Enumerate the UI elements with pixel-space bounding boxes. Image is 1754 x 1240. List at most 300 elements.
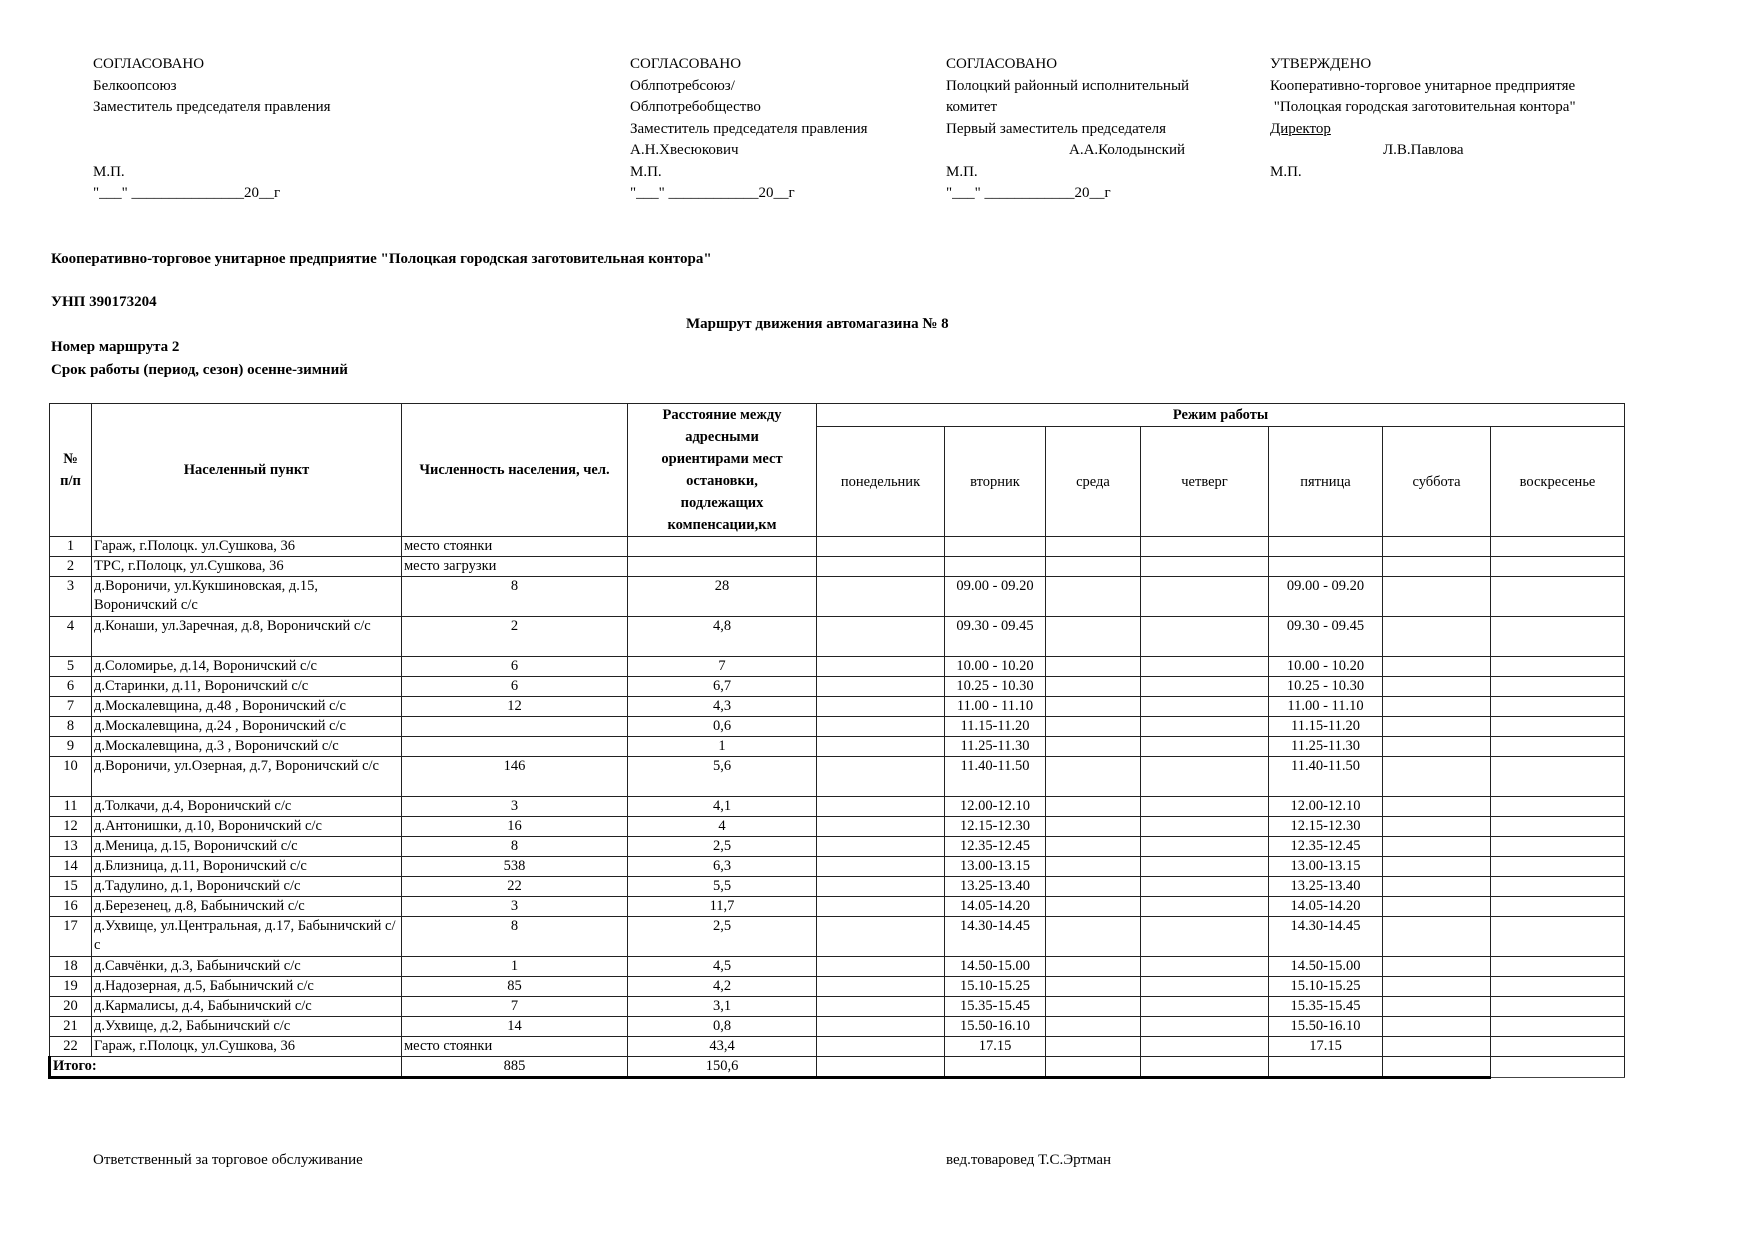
schedule-wednesday	[1046, 877, 1141, 897]
schedule-saturday	[1383, 557, 1491, 577]
distance-value: 1	[628, 737, 817, 757]
schedule-wednesday	[1046, 1037, 1141, 1057]
schedule-friday	[1269, 557, 1383, 577]
population-value: 3	[402, 897, 628, 917]
schedule-sunday	[1491, 997, 1625, 1017]
approval-line: Полоцкий районный исполнительный	[946, 77, 1190, 94]
population-value: 22	[402, 877, 628, 897]
schedule-thursday	[1141, 857, 1269, 877]
schedule-friday: 09.00 - 09.20	[1269, 577, 1383, 617]
population-value: 1	[402, 957, 628, 977]
schedule-monday	[817, 617, 945, 657]
schedule-thursday	[1141, 877, 1269, 897]
settlement-name: д.Ухвище, ул.Центральная, д.17, Бабыничский с/с	[92, 917, 402, 957]
row-number: 1	[50, 537, 92, 557]
schedule-wednesday	[1046, 857, 1141, 877]
col-header-tuesday: вторник	[945, 427, 1046, 537]
approval-line: "Полоцкая городская заготовительная контора"	[1270, 99, 1576, 115]
schedule-wednesday	[1046, 1017, 1141, 1037]
row-number: 21	[50, 1017, 92, 1037]
schedule-sunday	[1491, 737, 1625, 757]
settlement-name: д.Ухвище, д.2, Бабыничский с/с	[92, 1017, 402, 1037]
schedule-friday: 12.00-12.10	[1269, 797, 1383, 817]
schedule-thursday	[1141, 797, 1269, 817]
distance-value: 4,3	[628, 697, 817, 717]
table-row	[50, 877, 1625, 897]
schedule-monday	[817, 1037, 945, 1057]
row-number: 17	[50, 917, 92, 957]
schedule-tuesday: 11.00 - 11.10	[945, 697, 1046, 717]
table-row	[50, 697, 1625, 717]
table-row	[50, 857, 1625, 877]
population-value: 8	[402, 917, 628, 957]
schedule-saturday	[1383, 957, 1491, 977]
approval-line: Заместитель председателя правления	[93, 99, 331, 115]
schedule-friday	[1269, 537, 1383, 557]
schedule-monday	[817, 697, 945, 717]
schedule-wednesday	[1046, 797, 1141, 817]
population-value: 538	[402, 857, 628, 877]
schedule-saturday	[1383, 997, 1491, 1017]
schedule-saturday	[1383, 1017, 1491, 1037]
approval-line: Первый заместитель председателя	[946, 120, 1166, 137]
table-row	[50, 717, 1625, 737]
approval-heading: СОГЛАСОВАНО	[946, 56, 1058, 72]
schedule-monday	[817, 817, 945, 837]
settlement-name: д.Меница, д.15, Вороничский с/с	[92, 837, 402, 857]
table-row	[50, 1017, 1625, 1037]
schedule-thursday	[1141, 957, 1269, 977]
approval-date-line: "___" ____________20__г	[946, 185, 1111, 201]
schedule-sunday	[1491, 897, 1625, 917]
approval-block-director	[1270, 54, 1576, 183]
approval-signatory: А.Н.Хвесюкович	[630, 142, 739, 158]
population-value	[402, 717, 628, 737]
schedule-tuesday: 13.25-13.40	[945, 877, 1046, 897]
schedule-wednesday	[1046, 997, 1141, 1017]
schedule-wednesday	[1046, 537, 1141, 557]
schedule-thursday	[1141, 697, 1269, 717]
table-row	[50, 737, 1625, 757]
table-row	[50, 617, 1625, 657]
table-row	[50, 657, 1625, 677]
schedule-tuesday: 14.05-14.20	[945, 897, 1046, 917]
schedule-monday	[817, 977, 945, 997]
schedule-friday: 10.00 - 10.20	[1269, 657, 1383, 677]
approval-line: Заместитель председателя правления	[630, 120, 868, 137]
schedule-thursday	[1141, 757, 1269, 797]
schedule-wednesday	[1046, 617, 1141, 657]
schedule-sunday	[1491, 837, 1625, 857]
table-row	[50, 537, 1625, 557]
schedule-saturday	[1383, 717, 1491, 737]
schedule-wednesday	[1046, 817, 1141, 837]
schedule-thursday	[1141, 837, 1269, 857]
row-number: 3	[50, 577, 92, 617]
schedule-saturday	[1383, 817, 1491, 837]
schedule-thursday	[1141, 737, 1269, 757]
approval-position: Директор	[1270, 120, 1331, 137]
approval-line: Облпотребобщество	[630, 99, 761, 115]
population-value: место загрузки	[402, 557, 628, 577]
total-schedule-cell	[817, 1057, 945, 1078]
schedule-tuesday: 09.00 - 09.20	[945, 577, 1046, 617]
population-value: 16	[402, 817, 628, 837]
settlement-name: д.Москалевщина, д.48 , Вороничский с/с	[92, 697, 402, 717]
population-value: 2	[402, 617, 628, 657]
schedule-wednesday	[1046, 737, 1141, 757]
settlement-name: д.Надозерная, д.5, Бабыничский с/с	[92, 977, 402, 997]
distance-value: 0,6	[628, 717, 817, 737]
schedule-monday	[817, 897, 945, 917]
schedule-monday	[817, 997, 945, 1017]
row-number: 2	[50, 557, 92, 577]
schedule-sunday	[1491, 917, 1625, 957]
approval-date-line: "___" _______________20__г	[93, 185, 281, 201]
schedule-thursday	[1141, 677, 1269, 697]
schedule-tuesday: 14.50-15.00	[945, 957, 1046, 977]
schedule-sunday	[1491, 697, 1625, 717]
approval-heading: УТВЕРЖДЕНО	[1270, 56, 1372, 72]
schedule-wednesday	[1046, 677, 1141, 697]
row-number: 11	[50, 797, 92, 817]
row-number: 14	[50, 857, 92, 877]
schedule-saturday	[1383, 917, 1491, 957]
settlement-name: ТРС, г.Полоцк, ул.Сушкова, 36	[92, 557, 402, 577]
schedule-tuesday: 12.00-12.10	[945, 797, 1046, 817]
schedule-sunday	[1491, 757, 1625, 797]
total-schedule-cell	[1269, 1057, 1383, 1078]
schedule-sunday	[1491, 957, 1625, 977]
schedule-saturday	[1383, 797, 1491, 817]
responsible-name: вед.товаровед Т.С.Эртман	[946, 1152, 1112, 1168]
schedule-thursday	[1141, 557, 1269, 577]
table-row	[50, 757, 1625, 797]
approval-signatory: Л.В.Павлова	[1383, 142, 1464, 158]
distance-value: 7	[628, 657, 817, 677]
col-header-num: № п/п	[50, 404, 92, 537]
distance-value: 4,2	[628, 977, 817, 997]
col-header-thursday: четверг	[1141, 427, 1269, 537]
distance-value	[628, 537, 817, 557]
population-value: 6	[402, 657, 628, 677]
row-number: 18	[50, 957, 92, 977]
row-number: 13	[50, 837, 92, 857]
schedule-wednesday	[1046, 837, 1141, 857]
schedule-sunday	[1491, 877, 1625, 897]
schedule-friday: 11.40-11.50	[1269, 757, 1383, 797]
schedule-friday: 12.35-12.45	[1269, 837, 1383, 857]
schedule-wednesday	[1046, 697, 1141, 717]
population-value: 14	[402, 1017, 628, 1037]
schedule-sunday	[1491, 577, 1625, 617]
table-row	[50, 797, 1625, 817]
row-number: 22	[50, 1037, 92, 1057]
table-row	[50, 557, 1625, 577]
schedule-wednesday	[1046, 897, 1141, 917]
approval-stamp: М.П.	[946, 163, 978, 180]
schedule-sunday	[1491, 817, 1625, 837]
settlement-name: д.Москалевщина, д.24 , Вороничский с/с	[92, 717, 402, 737]
schedule-sunday	[1491, 1017, 1625, 1037]
row-number: 12	[50, 817, 92, 837]
schedule-monday	[817, 1017, 945, 1037]
schedule-friday: 12.15-12.30	[1269, 817, 1383, 837]
settlement-name: д.Березенец, д.8, Бабыничский с/с	[92, 897, 402, 917]
schedule-thursday	[1141, 537, 1269, 557]
schedule-monday	[817, 757, 945, 797]
schedule-friday: 11.25-11.30	[1269, 737, 1383, 757]
row-number: 15	[50, 877, 92, 897]
schedule-tuesday: 15.10-15.25	[945, 977, 1046, 997]
route-table-body	[50, 537, 1625, 1078]
schedule-tuesday	[945, 557, 1046, 577]
schedule-wednesday	[1046, 757, 1141, 797]
col-header-sunday: воскресенье	[1491, 427, 1625, 537]
row-number: 19	[50, 977, 92, 997]
col-header-distance: Расстояние между адресными ориентирами мест остановки, подлежащих компенсации,км	[628, 404, 817, 537]
table-row	[50, 897, 1625, 917]
schedule-friday: 11.00 - 11.10	[1269, 697, 1383, 717]
schedule-monday	[817, 557, 945, 577]
total-population: 885	[402, 1057, 628, 1078]
distance-value: 4,8	[628, 617, 817, 657]
distance-value: 4,5	[628, 957, 817, 977]
approval-date-line: "___" ____________20__г	[630, 185, 795, 201]
schedule-monday	[817, 917, 945, 957]
schedule-wednesday	[1046, 577, 1141, 617]
population-value: 7	[402, 997, 628, 1017]
schedule-saturday	[1383, 657, 1491, 677]
schedule-sunday	[1491, 977, 1625, 997]
schedule-monday	[817, 737, 945, 757]
schedule-friday: 09.30 - 09.45	[1269, 617, 1383, 657]
settlement-name: д.Кармалисы, д.4, Бабыничский с/с	[92, 997, 402, 1017]
schedule-thursday	[1141, 657, 1269, 677]
approval-stamp: М.П.	[1270, 163, 1302, 180]
table-row	[50, 837, 1625, 857]
table-row	[50, 817, 1625, 837]
schedule-saturday	[1383, 737, 1491, 757]
table-row	[50, 1037, 1625, 1057]
population-value: 6	[402, 677, 628, 697]
distance-value: 2,5	[628, 837, 817, 857]
approval-line: комитет	[946, 99, 998, 115]
total-label: Итого:	[50, 1057, 402, 1078]
schedule-friday: 13.25-13.40	[1269, 877, 1383, 897]
population-value: место стоянки	[402, 1037, 628, 1057]
schedule-monday	[817, 857, 945, 877]
schedule-saturday	[1383, 677, 1491, 697]
schedule-sunday	[1491, 797, 1625, 817]
schedule-thursday	[1141, 1037, 1269, 1057]
row-number: 9	[50, 737, 92, 757]
document-title: Маршрут движения автомагазина № 8	[686, 316, 949, 332]
col-header-friday: пятница	[1269, 427, 1383, 537]
schedule-tuesday	[945, 537, 1046, 557]
schedule-thursday	[1141, 1017, 1269, 1037]
table-row	[50, 577, 1625, 617]
table-row	[50, 957, 1625, 977]
schedule-friday: 17.15	[1269, 1037, 1383, 1057]
schedule-monday	[817, 537, 945, 557]
schedule-tuesday: 15.50-16.10	[945, 1017, 1046, 1037]
distance-value: 3,1	[628, 997, 817, 1017]
schedule-wednesday	[1046, 657, 1141, 677]
total-schedule-cell	[1383, 1057, 1491, 1078]
unp-number: УНП 390173204	[51, 294, 157, 310]
row-number: 7	[50, 697, 92, 717]
schedule-thursday	[1141, 617, 1269, 657]
schedule-tuesday: 09.30 - 09.45	[945, 617, 1046, 657]
schedule-monday	[817, 837, 945, 857]
schedule-friday: 15.35-15.45	[1269, 997, 1383, 1017]
schedule-tuesday: 13.00-13.15	[945, 857, 1046, 877]
settlement-name: д.Вороничи, ул.Озерная, д.7, Вороничский с/с	[92, 757, 402, 797]
approval-heading: СОГЛАСОВАНО	[93, 56, 205, 72]
population-value: 8	[402, 577, 628, 617]
distance-value: 4	[628, 817, 817, 837]
route-table	[48, 403, 1625, 1079]
distance-value: 11,7	[628, 897, 817, 917]
schedule-saturday	[1383, 757, 1491, 797]
approval-line: Облпотребсоюз/	[630, 77, 735, 94]
schedule-friday: 10.25 - 10.30	[1269, 677, 1383, 697]
schedule-monday	[817, 717, 945, 737]
schedule-monday	[817, 657, 945, 677]
schedule-friday: 11.15-11.20	[1269, 717, 1383, 737]
schedule-sunday	[1491, 1037, 1625, 1057]
total-schedule-cell	[1491, 1057, 1625, 1078]
schedule-saturday	[1383, 877, 1491, 897]
row-number: 6	[50, 677, 92, 697]
approval-heading: СОГЛАСОВАНО	[630, 56, 742, 72]
schedule-tuesday: 10.00 - 10.20	[945, 657, 1046, 677]
settlement-name: д.Москалевщина, д.3 , Вороничский с/с	[92, 737, 402, 757]
schedule-thursday	[1141, 997, 1269, 1017]
schedule-saturday	[1383, 897, 1491, 917]
schedule-saturday	[1383, 857, 1491, 877]
schedule-wednesday	[1046, 977, 1141, 997]
settlement-name: д.Толкачи, д.4, Вороничский с/с	[92, 797, 402, 817]
schedule-monday	[817, 797, 945, 817]
schedule-sunday	[1491, 857, 1625, 877]
schedule-friday: 14.50-15.00	[1269, 957, 1383, 977]
distance-value: 4,1	[628, 797, 817, 817]
schedule-tuesday: 12.35-12.45	[945, 837, 1046, 857]
schedule-thursday	[1141, 577, 1269, 617]
row-number: 4	[50, 617, 92, 657]
approval-line: Белкоопсоюз	[93, 77, 177, 94]
settlement-name: д.Старинки, д.11, Вороничский с/с	[92, 677, 402, 697]
schedule-friday: 14.30-14.45	[1269, 917, 1383, 957]
schedule-wednesday	[1046, 957, 1141, 977]
schedule-sunday	[1491, 677, 1625, 697]
population-value: 146	[402, 757, 628, 797]
schedule-saturday	[1383, 537, 1491, 557]
schedule-saturday	[1383, 977, 1491, 997]
settlement-name: д.Антонишки, д.10, Вороничский с/с	[92, 817, 402, 837]
schedule-saturday	[1383, 617, 1491, 657]
schedule-thursday	[1141, 917, 1269, 957]
distance-value: 0,8	[628, 1017, 817, 1037]
table-row	[50, 677, 1625, 697]
schedule-monday	[817, 957, 945, 977]
row-number: 16	[50, 897, 92, 917]
total-row	[50, 1057, 1625, 1078]
col-header-monday: понедельник	[817, 427, 945, 537]
approval-stamp: М.П.	[630, 163, 662, 180]
population-value: 12	[402, 697, 628, 717]
col-header-population: Численность населения, чел.	[402, 404, 628, 537]
col-header-schedule: Режим работы	[817, 404, 1625, 427]
schedule-wednesday	[1046, 717, 1141, 737]
col-header-wednesday: среда	[1046, 427, 1141, 537]
schedule-saturday	[1383, 577, 1491, 617]
distance-value: 28	[628, 577, 817, 617]
schedule-thursday	[1141, 897, 1269, 917]
approval-line	[93, 140, 331, 162]
distance-value	[628, 557, 817, 577]
responsible-label: Ответственный за торговое обслуживание	[93, 1152, 363, 1168]
schedule-friday: 13.00-13.15	[1269, 857, 1383, 877]
row-number: 5	[50, 657, 92, 677]
table-row	[50, 977, 1625, 997]
total-schedule-cell	[1046, 1057, 1141, 1078]
settlement-name: д.Тадулино, д.1, Вороничский с/с	[92, 877, 402, 897]
approval-block-ispolkom	[946, 54, 1189, 205]
total-schedule-cell	[1141, 1057, 1269, 1078]
total-schedule-cell	[945, 1057, 1046, 1078]
row-number: 20	[50, 997, 92, 1017]
total-distance: 150,6	[628, 1057, 817, 1078]
schedule-thursday	[1141, 717, 1269, 737]
schedule-tuesday: 11.15-11.20	[945, 717, 1046, 737]
schedule-tuesday: 15.35-15.45	[945, 997, 1046, 1017]
schedule-friday: 14.05-14.20	[1269, 897, 1383, 917]
schedule-tuesday: 11.25-11.30	[945, 737, 1046, 757]
schedule-sunday	[1491, 537, 1625, 557]
settlement-name: д.Савчёнки, д.3, Бабыничский с/с	[92, 957, 402, 977]
schedule-tuesday: 12.15-12.30	[945, 817, 1046, 837]
settlement-name: д.Вороничи, ул.Кукшиновская, д.15, Вороничский с/с	[92, 577, 402, 617]
work-period: Срок работы (период, сезон) осенне-зимний	[51, 362, 348, 378]
approval-stamp: М.П.	[93, 163, 125, 180]
col-header-settlement: Населенный пункт	[92, 404, 402, 537]
schedule-friday: 15.10-15.25	[1269, 977, 1383, 997]
col-header-saturday: суббота	[1383, 427, 1491, 537]
row-number: 8	[50, 717, 92, 737]
population-value: место стоянки	[402, 537, 628, 557]
distance-value: 6,3	[628, 857, 817, 877]
settlement-name: д.Близница, д.11, Вороничский с/с	[92, 857, 402, 877]
population-value: 85	[402, 977, 628, 997]
population-value: 8	[402, 837, 628, 857]
approval-block-belkoopsoyuz	[93, 54, 331, 205]
schedule-tuesday: 17.15	[945, 1037, 1046, 1057]
settlement-name: д.Соломирье, д.14, Вороничский с/с	[92, 657, 402, 677]
settlement-name: Гараж, г.Полоцк, ул.Сушкова, 36	[92, 1037, 402, 1057]
settlement-name: Гараж, г.Полоцк. ул.Сушкова, 36	[92, 537, 402, 557]
table-row	[50, 917, 1625, 957]
population-value	[402, 737, 628, 757]
schedule-saturday	[1383, 697, 1491, 717]
approval-block-oblpotrebsoyuz	[630, 54, 868, 205]
schedule-friday: 15.50-16.10	[1269, 1017, 1383, 1037]
schedule-thursday	[1141, 977, 1269, 997]
distance-value: 5,6	[628, 757, 817, 797]
distance-value: 43,4	[628, 1037, 817, 1057]
